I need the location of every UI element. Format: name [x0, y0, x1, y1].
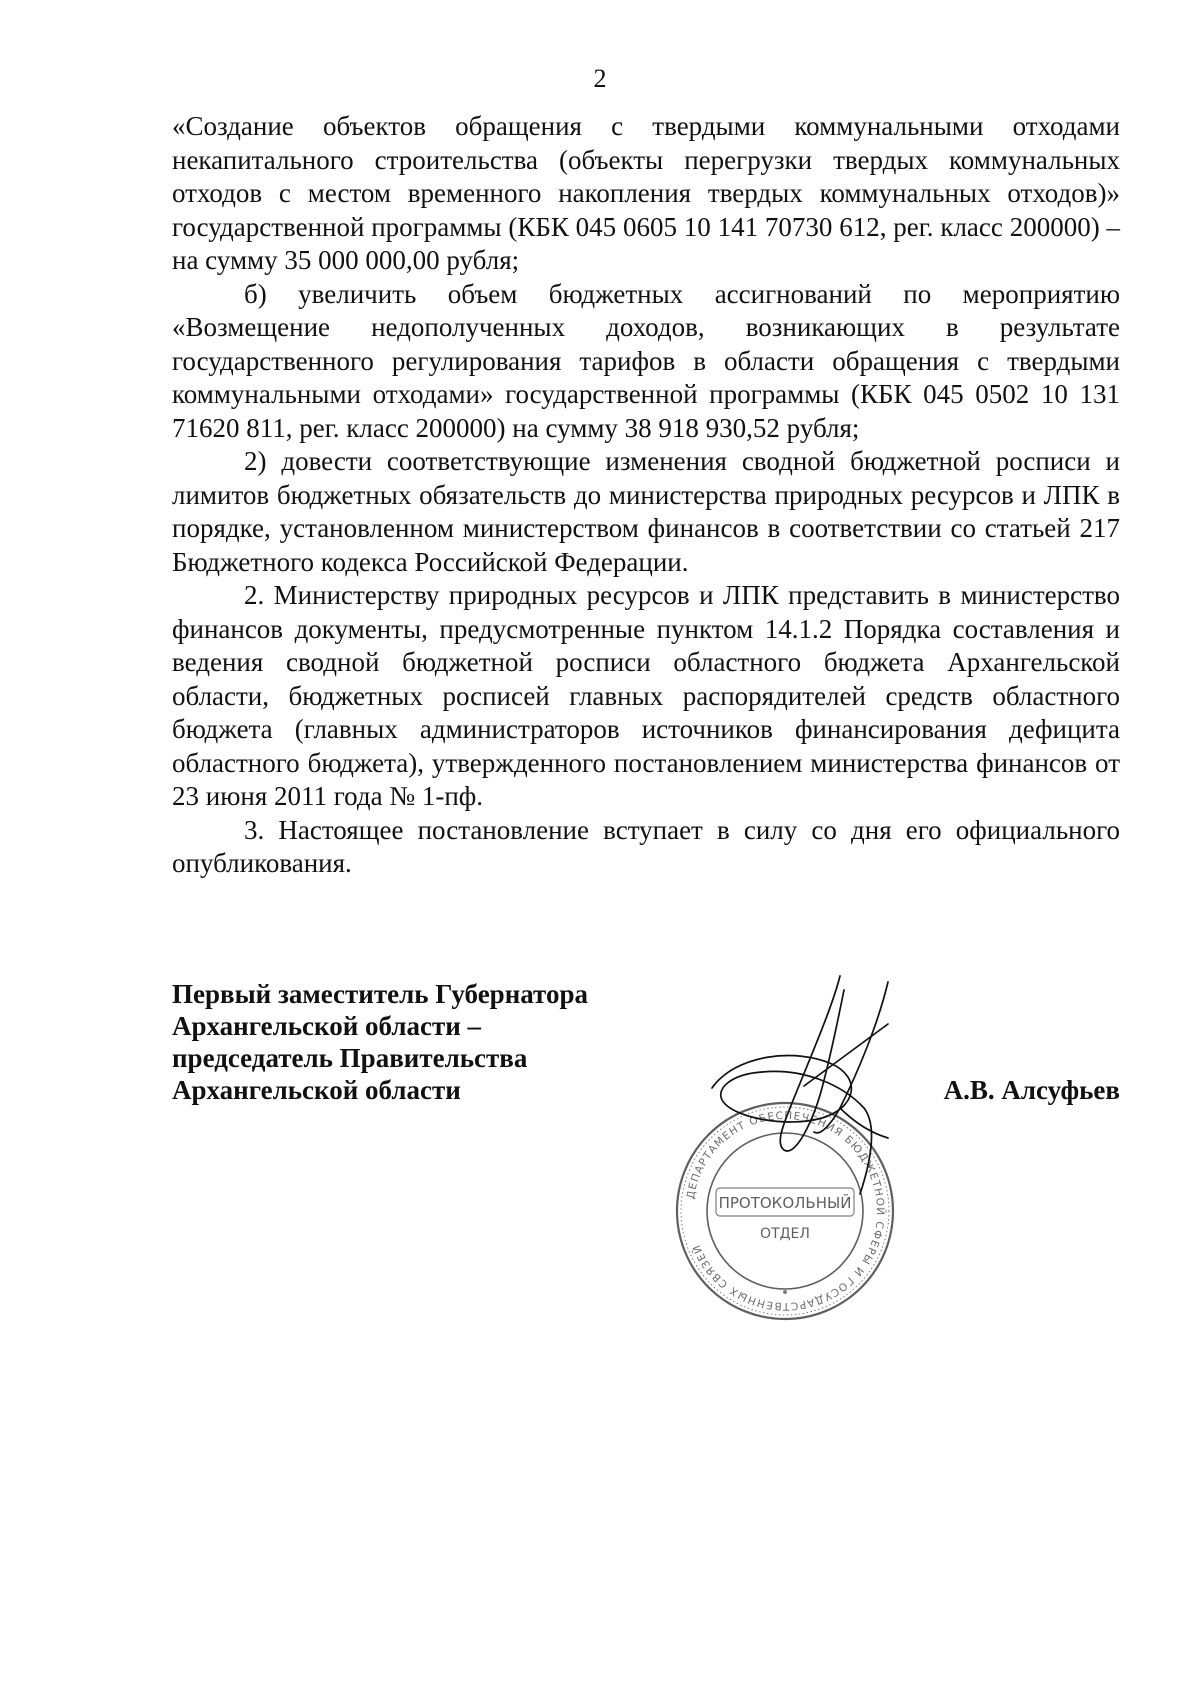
stamp-outer-text: ДЕПАРТАМЕНТ ОБЕСПЕЧЕНИЯ БЮДЖЕТНОЙ СФЕРЫ И ГОСУДАРСТВЕННЫХ СВЯЗЕЙ — [684, 1109, 887, 1313]
paragraph-continuation: «Создание объектов обращения с твердыми коммунальными отходами некапитального строительства (объекты перегрузки твердых коммунальных отходов с местом временного накопления твердых коммунальных отходов)» государственной программы (КБК 045 0605 10 141 70730 612, рег. класс 200000) – на сумму 35 000 000,00 рубля; — [172, 111, 1120, 275]
paragraph-point-3: 3. Настоящее постановление вступает в силу со дня его официального опубликования. — [172, 814, 1120, 878]
signatory-title-line: Архангельской области – — [172, 1011, 482, 1041]
handwritten-signature — [692, 968, 952, 1198]
signature-block — [172, 978, 1120, 1338]
signatory-title — [172, 978, 692, 1106]
paragraph-item-b: б) увеличить объем бюджетных ассигнований по мероприятию «Возмещение недополученных доходов, возникающих в результате государственного регулирования тарифов в области обращения с твердыми коммунальными отходами» государственной программы (КБК 045 0502 10 131 71620 811, рег. класс 200000) на сумму 38 918 930,52 рубля; — [172, 278, 1120, 443]
signatory-title-line: Первый заместитель Губернатора — [172, 979, 588, 1009]
signatory-name: А.В. Алсуфьев — [943, 1075, 1120, 1105]
signatory-title-line: председатель Правительства — [172, 1043, 528, 1073]
paragraph-point-2: 2. Министерству природных ресурсов и ЛПК представить в министерство финансов документы, предусмотренные пунктом 14.1.2 Порядка составления и ведения сводной бюджетной росписи областного бюджета Архангельской области, бюджетных росписей главных распорядителей средств областного бюджета (главных администраторов источников финансирования дефицита областного бюджета), утвержденного постановлением министерства финансов от 23 июня 2011 года № 1-пф. — [172, 580, 1120, 811]
page-number: 2 — [593, 64, 607, 93]
document-body — [172, 110, 1120, 881]
stamp-center-line-1: ПРОТОКОЛЬНЫЙ — [718, 1194, 852, 1212]
stamp-center-line-2: ОТДЕЛ — [760, 1226, 810, 1242]
signatory-title-line: Архангельской области — [172, 1075, 461, 1105]
paragraph-item-2: 2) довести соответствующие изменения сводной бюджетной росписи и лимитов бюджетных обязательств до министерства природных ресурсов и ЛПК в порядке, установленном министерством финансов в соответствии со статьей 217 Бюджетного кодекса Российской Федерации. — [172, 446, 1120, 577]
